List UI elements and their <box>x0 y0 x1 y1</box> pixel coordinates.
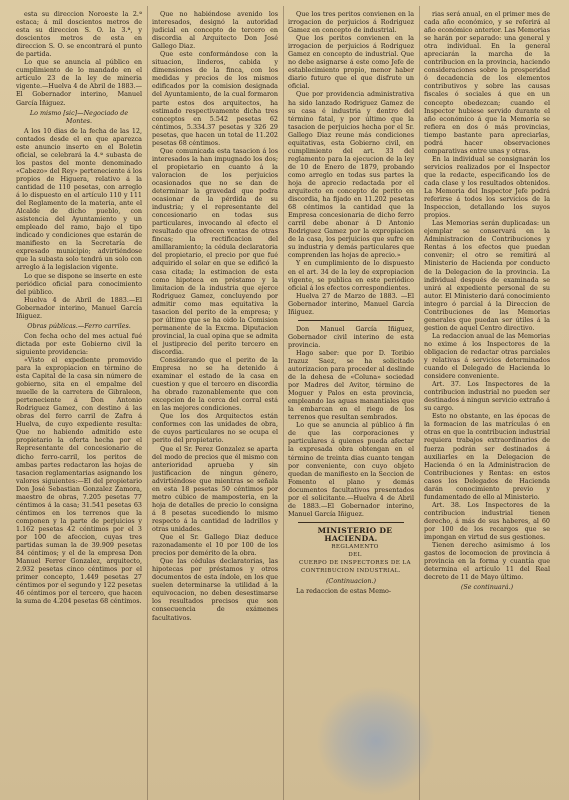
paragraph: Que los peritos convienen en la irrogacion de perjuicios á Rodriguez Gamez en concepto de industrial. Que no debe asignarse á este como Jefe de establecimiento propio, menor haber diario futuro que el que disfrute un oficial. <box>288 34 414 91</box>
paragraph: La redaccion de estas Memo- <box>296 587 392 596</box>
paragraph: Con fecha ocho del mes actual fué dictada por este Gobierno civil la siguiente providencia: <box>16 331 142 356</box>
column-rule <box>283 6 284 800</box>
ministry-title: MINISTERIO DE HACIENDA. <box>317 525 393 543</box>
column-1 <box>16 10 142 800</box>
column-3 <box>288 10 414 800</box>
divider <box>298 522 404 523</box>
regulation-subtitle: CUERPO DE INSPECTORES DE LA CONTRIBUCION INDUSTRIAL. <box>299 560 411 575</box>
paragraph: Don Manuel García Iñiguez, Gobernador civil interino de esta provincia. <box>288 324 414 349</box>
continuation-note: (Continuacion.) <box>325 577 377 586</box>
paragraph: Art. 37. Los Inspectores de la contribucion industrial no pueden ser destinados á ningun servicio extraño á su cargo. <box>424 380 550 413</box>
paragraph: Que este conformándose con la situacion, linderos, cabida y dimensiones de la finca, con los medidas y precios de los mismos edificados por la comision designada del Ayuntamiento, de la cual formaron parte estos dos arquitectos, ha estimado respectivamente dicha tres conceptos en 5.542 pesetas 62 céntimos, 5.334.37 pesetas y 326 29 pesetas, que hacen un total de 11.202 pesetas 68 céntimos. <box>152 50 278 147</box>
paragraph: La redaccion anual de las Memorias no exime á los Inspectores de la obligacion de redactar otras parciales y relativas á servicios determinados cuando el Delegado de Hacienda lo considere conveniente. <box>424 331 550 381</box>
paragraph: Que el Sr. Perez Gonzalez se aparta del modo de precios que él mismo con anterioridad aprueba y sin justificacion de ningun género, advirtiéndose que mientras se señala en esta 18 pesetas 50 céntimos por metro cúbico de mamposteria, en la hoja de detalles de precio lo consigna á 8 pesetas sucediendo lo mismo respecto á la cantidad de ladrillos y otras unidades. <box>152 444 278 533</box>
paragraph: Lo que se anuncia al público á fin de que las corporaciones y particulares á quienes pueda afectar la expresada obra obtengan en el término de treinta dias cuanto tengan por conveniente, con cuyo objeto quedan de manifiesto en la Seccion de Fomento el plano y demás documentos facultativos presentados por el solicitante.—Huelva 4 de Abril de 1883.—El Gobernador interino, Manuel García Iñiguez. <box>288 421 414 518</box>
paragraph: Que comunicada esta tasacion á los interesados la han impugnado los dos; el propietario en cuanto á la valoracion de los perjuicios ocasionados que no se dan de determinar la gravedad que podra ocasionar de la pérdida de su industria; y el representante del concesionario en todas sus particulares, invocando al efecto el resultado que ofrecen ventas de otras fincas; la rectificacion del amillaramiento; la cédula declaratoria del propietario, el precio por que fué adquirido el solar en que se edificó la casa citada; la estimacion de esta como hipoteca en préstamo y la limitacion de la industria que ejerce Rodriguez Gamez, concluyendo por admitir como mas equitativa la tasacion del perito de la empresa; y por último que se ha oido la Comision permanente de la Excma. Diputacion provincial, la cual opina que se admita el justiprecio del perito tercero en discordia. <box>152 146 278 356</box>
paragraph: Que los dos Arquitectos están conformes con las unidades de obra, de cuyos particulares no se ocupa el perito del propietario. <box>152 412 278 445</box>
paragraph: Que no habiéndose avenido los interesados, designó la autoridad judicial en concepto de tercero en discordia al Arquitecto Don José Gallego Diaz. <box>152 10 278 51</box>
paragraph: «Visto el expediente promovido para la expropiacion en término de esta Capital de la casa sin número de gobierno, sita en el empalme del muelle de la carretera de Gibraleon, perteneciente á Don Antonio Rodriguez Gamez, con destino á las obras del ferro carril de Zafra á Huelva, de cuyo expediente resulta: Que no habiendo admitido este propietario la oferta hecha por el Representante del concesionario de dicho ferro-carril, los peritos de ambas partes redactaron las hojas de tasacion reglamentarias asignando los valores siguientes:—El del propietario Don José Sebastian Gonzalez Zamora, maestro de obras, 7.205 pesetas 77 céntimos á la casa; 31.541 pesetas 63 céntimos en los terrenos que la componen y la parte de perjuicios y 1.162 pesetas 42 céntimos por el 3 por 100 de afeccion, cuyas tres partidas suman la de 39.909 pesetas 84 céntimos; y el de la empresa Don Manuel Ferrer Gonzalez, arquitecto, 2.932 pesetas cinco céntimos por el primer concepto, 1.449 pesetas 27 céntimos por el segundo y 122 pesetas 46 céntimos por el tercero, que hacen la suma de 4.204 pesetas 68 céntimos. <box>16 355 142 606</box>
divider <box>298 320 404 321</box>
paragraph: Las Memorias serán duplicadas: un ejemplar se conservará en la Administracion de Contribuciones y Rentas á los efectos que puedan convenir; el otro se remitirá al Ministerio de Hacienda por conducto de la Delegacion de la provincia. La individual después de examinada se unirá al expediente personal de su autor. El Ministerio dará conocimiento integro ó parcial á la Direccion de Contribuciones de las Memorias generales que puedan ser útiles á la gestion de aquel Centro directivo. <box>424 219 550 332</box>
section-heading: Obras públicas.—Ferro carriles. <box>27 321 131 330</box>
regulation-title: REGLAMENTO <box>331 544 379 550</box>
paragraph: Que las cédulas declaratorias, las hipotecas por préstamos y otros documentos de esta índole, en los que suelen determinarse la utilidad á la equivocacion, no deben desestimarse los resultados precisos que son consecuencia de exámenes facultativos. <box>152 557 278 622</box>
paragraph: Art. 38. Los Inspectores de la contribucion industrial tienen derecho, á más de sus haberes, al 60 por 100 de los recargos que se impongan en virtud de sus gestiones. <box>424 500 550 542</box>
paragraph: Lo que se dispone se inserte en este periódico oficial para conocimiento del público. <box>16 271 142 296</box>
column-2 <box>152 10 278 800</box>
paragraph: esta su direccion Noroeste la 2.ª estaca; á mil doscientos metros de esta su direccion S. O. la 3.ª, y doscientos metros de esta en direccion S. O. se encontrará el punto de partida. <box>16 10 142 59</box>
paragraph: Que por providencia administrativa ha sido lanzado Rodriguez Gamez de su casa é industria y dentro del término fatal, y por último que la tasacion de perjuicios hecha por el Sr. Gallego Diaz reune más condiciones equitativas, esta Gobierno civil, en cumplimiento del art. 33 del reglamento para la ejecucion de la ley de 10 de Enero de 1879, probando como arreglo en todas sus partes la hoja de aprecio redactada por el arquitecto en concepto de perito en discordia, ha fijado en 11.202 pesetas 68 céntimos la cantidad que la Empresa concesionaria de dicho ferro carril debe abonar á D Antonio Rodriguez Gamez por la expropiacion de la casa, los perjuicios que sufre en su industria y demás particulares que comprenden las hojas de aprecio.» <box>288 90 414 260</box>
paragraph: Huelva 27 de Marzo de 1883. —El Gobernador interino, Manuel García Iñiguez. <box>288 291 414 316</box>
paragraph: rias será anual, en el primer mes de cada año económico, y se referirá al año económico anterior. Las Memorias se harán por separado: una general y otra individual. En la general apreciarán la marcha de la contribucion en la provincia, haciendo consideraciones sobre la prosperidad ó decadencia de los elementos contributivos y sobre las causas fiscales ó sociales á que en un concepto obedezcan; cuando el Inspector hubiese servido durante el año económico á que la Memoria se refiera en dos ó más provincias, tiempo bastante para apreciarlas, podrá hacer observaciones comparativas entre unas y otras. <box>424 10 550 155</box>
section-heading: Lo mismo [sic]—Negociado de Montes. <box>29 108 129 125</box>
column-4 <box>424 10 550 800</box>
paragraph: Huelva 4 de Abril de 1883.—El Gobernador interino, Manuel García Iñiguez. <box>16 295 142 320</box>
column-rule <box>147 6 148 800</box>
regulation-connector: DEL <box>348 552 362 559</box>
column-rule <box>419 6 420 800</box>
paragraph: Esto no obstante, en las épocas de la formacion de las matrículas ó en otras en que la contribucion industrial requiera trabajos extraordinarios de fuerza podrán ser destinados á auxiliarles en la Delegacion de Hacienda ó en la Administracion de Contribuciones y Rentas: en estos casos los Delegados de Hacienda darán conocimiento previo y fundamentado de ello al Ministerio. <box>424 412 550 501</box>
closing-note: (Se continuará.) <box>460 583 514 592</box>
paragraph: Y en cumplimiento de lo dispuesto en el art. 34 de la ley de expropiacion vigente, se publica en este periódico oficial á los efectos correspondientes. <box>288 259 414 292</box>
paragraph: Considerando que el perito de la Empresa no se ha detenido á examinar el estado de la casa en cuestion y que el tercero en discordia ha obrado razonablemente que con excepcion de la cerca del corral está en las mejores condiciones. <box>152 356 278 413</box>
paragraph: Lo que se anuncia al público en cumplimiento de lo mandado en el artículo 23 de la ley de mineria vigente.—Huelva 4 de Abril de 1883.—El Gobernador interino, Manuel García Iñiguez. <box>16 58 142 107</box>
paragraph: A los 10 dias de la fecha de las 12, contados desde el en que aparezca este anuncio inserto en el Boletin oficial, se celebrará la 4.ª subasta de los pastos del monte denominado «Cabezo» del Rey» perteneciente á los propios de Higuera, relativo á la cantidad de 110 pesetas, con arreglo á lo dispuesto en el artículo 110 y 111 del Reglamento de la materia, ante el Alcalde de dicho pueblo, con asistencia del Ayuntamiento y un empleado del ramo, bajo el tipo indicado y condiciones que estarán de manifiesto en la Secretaría de expresado municipio; advirtiéndose que la subasta solo tendrá un solo con arreglo á la legislacion vigente. <box>16 126 142 272</box>
paragraph: Tienen derecho asimismo á los gastos de locomocion de provincia á provincia en la forma y cuantía que determina el artículo 11 del Real decreto de 11 de Mayo último. <box>424 541 550 582</box>
paragraph: Que los tres peritos convienen en la irrogacion de perjuicios á Rodriguez Gamez en concepto de industrial. <box>288 10 414 35</box>
paragraph: En la individual se consignarán los servicios realizados por el Inspector que la redacte, especificando los de cada clase y los resultados obtenidos. La Memoria del Inspector Jefe podrá referirse á todos los servicios de la Inspeccion, detallando los suyos propios. <box>424 154 550 220</box>
paragraph: Que el Sr. Gallego Diaz deduce razonadamente el 10 por 100 de los precios por demérito de la obra. <box>152 533 278 558</box>
paragraph: Hago saber: que por D. Toribio Irazuz Saez, se ha solicitado autorizacion para proceder al deslinde de la dehesa de «Coluna» sociedad por Madres del Avitor, término de Moguer y Palos en esta provincia, empleando las aguas manantiales que la embarcan en el riego de los terrenos que resultan sembrados. <box>288 348 414 422</box>
